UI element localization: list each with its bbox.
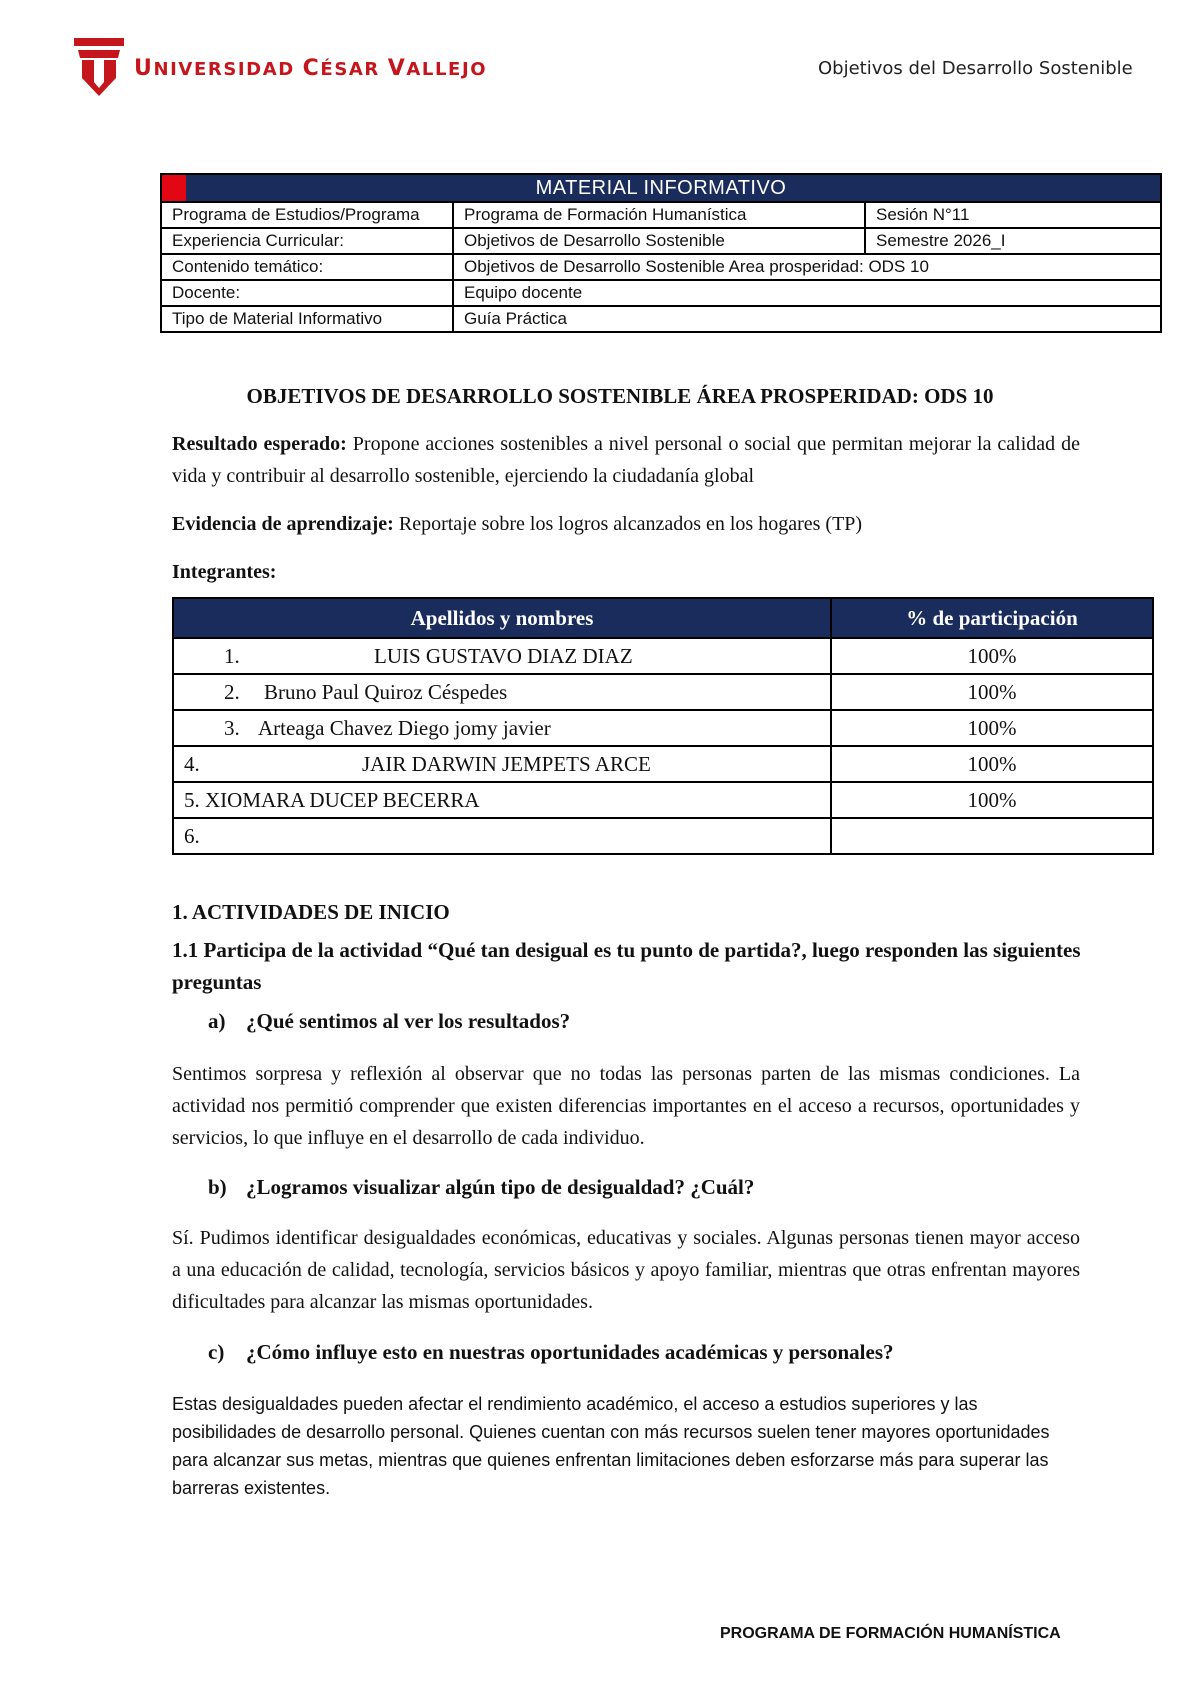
members-header-pct: % de participación (831, 598, 1153, 638)
university-logo-icon (74, 38, 124, 96)
members-header-name: Apellidos y nombres (173, 598, 831, 638)
question-c: c) ¿Cómo influye esto en nuestras oportunidades académicas y personales? (208, 1340, 894, 1364)
info-row: Tipo de Material Informativo Guía Práctica (161, 306, 1161, 332)
table-row: 1. LUIS GUSTAVO DIAZ DIAZ 100% (173, 638, 1153, 674)
table-row: 6. (173, 818, 1153, 854)
info-row: Docente: Equipo docente (161, 280, 1161, 306)
university-name: UNIVERSIDAD CÉSAR VALLEJO (134, 56, 488, 81)
info-row: Contenido temático: Objetivos de Desarrollo Sostenible Area prosperidad: ODS 10 (161, 254, 1161, 280)
answer-c: Estas desigualdades pueden afectar el rendimiento académico, el acceso a estudios superiores y las posibilidades de desarrollo personal. Quienes cuentan con más recursos suelen tener mayores oportunidades para alcanzar sus metas, mientras que quienes enfrentan limitaciones deben esforzarse más para superar las barreras existentes. (172, 1394, 1050, 1498)
members-table (172, 597, 1154, 855)
info-row: Experiencia Curricular: Objetivos de Desarrollo Sostenible Semestre 2026_I (161, 228, 1161, 254)
question-b: b) ¿Logramos visualizar algún tipo de desigualdad? ¿Cuál? (208, 1175, 755, 1199)
info-row: Programa de Estudios/Programa Programa de Formación Humanística Sesión N°11 (161, 202, 1161, 228)
answer-a: Sentimos sorpresa y reflexión al observar que no todas las personas parten de las mismas condiciones. La actividad nos permitió comprender que existen diferencias importantes en el acceso a recursos, oportunidades y servicios, lo que influye en el desarrollo de cada individuo. (172, 1063, 1080, 1149)
resultado-paragraph: Resultado esperado: Propone acciones sostenibles a nivel personal o social que permitan mejorar la calidad de vida y contribuir al desarrollo sostenible, ejerciendo la ciudadanía global (172, 433, 1080, 487)
table-row: 4. JAIR DARWIN JEMPETS ARCE 100% (173, 746, 1153, 782)
integrantes-label: Integrantes: (172, 561, 277, 583)
red-marker (162, 175, 186, 201)
table-row: 3. Arteaga Chavez Diego jomy javier 100% (173, 710, 1153, 746)
evidencia-paragraph: Evidencia de aprendizaje: Reportaje sobre los logros alcanzados en los hogares (TP) (172, 513, 863, 535)
section-title: 1. ACTIVIDADES DE INICIO (172, 900, 450, 924)
header-course-title: Objetivos del Desarrollo Sostenible (818, 58, 1133, 79)
document-title: OBJETIVOS DE DESARROLLO SOSTENIBLE ÁREA PROSPERIDAD: ODS 10 (246, 384, 994, 408)
material-info-title: MATERIAL INFORMATIVO (161, 174, 1161, 202)
table-row: 2. Bruno Paul Quiroz Céspedes 100% (173, 674, 1153, 710)
footer-program: PROGRAMA DE FORMACIÓN HUMANÍSTICA (720, 1625, 1061, 1642)
question-a: a) ¿Qué sentimos al ver los resultados? (208, 1009, 571, 1033)
answer-b: Sí. Pudimos identificar desigualdades económicas, educativas y sociales. Algunas personas tienen mayor acceso a una educación de calidad, tecnología, servicios básicos y apoyo familiar, mientras que otras enfrentan mayores dificultades para alcanzar las mismas oportunidades. (172, 1227, 1080, 1313)
section-subtitle: 1.1 Participa de la actividad “Qué tan desigual es tu punto de partida?, luego responden las siguientes preguntas (172, 938, 1081, 994)
material-info-table (160, 173, 1162, 333)
table-row: 5. XIOMARA DUCEP BECERRA 100% (173, 782, 1153, 818)
